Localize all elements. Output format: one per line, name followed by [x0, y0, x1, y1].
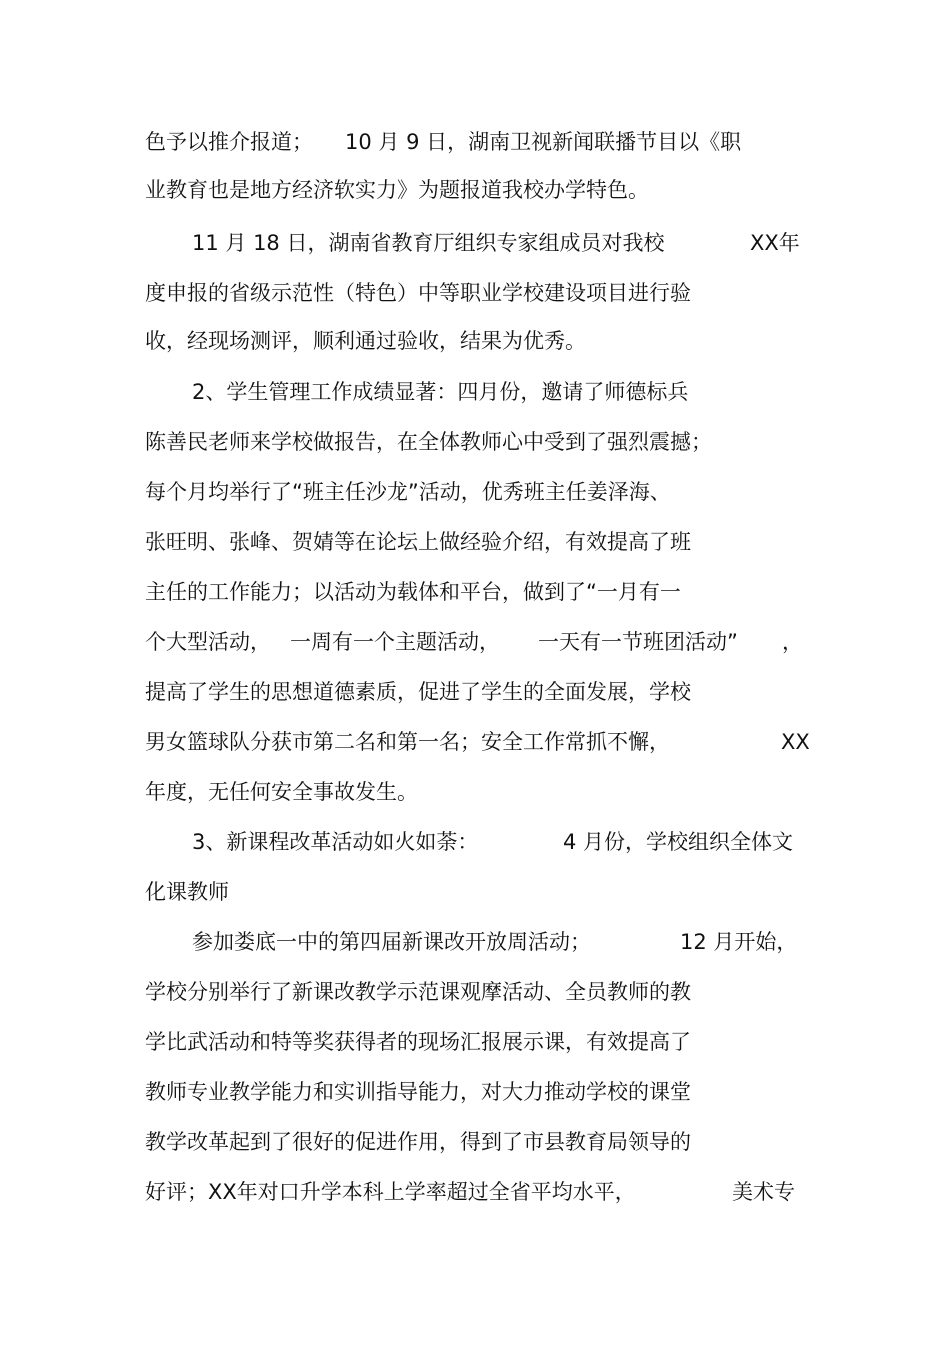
- text-line: [0, 175, 950, 205]
- text-line: [0, 278, 950, 308]
- text-line: [0, 827, 950, 857]
- text-line: [0, 1177, 950, 1207]
- text-line: [0, 777, 950, 807]
- text-segment: 美术专: [732, 1180, 795, 1204]
- text-line: [0, 1027, 950, 1057]
- text-line: [0, 477, 950, 507]
- text-line: [0, 877, 950, 907]
- text-segment: 年度，无任何安全事故发生。: [145, 780, 418, 804]
- text-segment: 男女篮球队分获市第二名和第一名；安全工作常抓不懈，: [145, 730, 670, 754]
- text-line: [0, 1077, 950, 1107]
- text-segment: 好评；XX年对口升学本科上学率超过全省平均水平，: [145, 1180, 636, 1204]
- text-segment: 业教育也是地方经济软实力》为题报道我校办学特色。: [145, 178, 649, 202]
- text-segment: 教师专业教学能力和实训指导能力，对大力推动学校的课堂: [145, 1080, 691, 1104]
- text-segment: 12 月开始，: [680, 930, 798, 954]
- text-segment: 收，经现场测评，顺利通过验收，结果为优秀。: [145, 329, 586, 353]
- text-line: [0, 677, 950, 707]
- text-line: [0, 1127, 950, 1157]
- text-segment: 度申报的省级示范性（特色）中等职业学校建设项目进行验: [145, 281, 691, 305]
- text-segment: 张旺明、张峰、贺婧等在论坛上做经验介绍，有效提高了班: [145, 530, 691, 554]
- text-segment: 提高了学生的思想道德素质，促进了学生的全面发展，学校: [145, 680, 691, 704]
- text-segment: 10 月 9 日，湖南卫视新闻联播节目以《职: [345, 130, 742, 154]
- text-line: [0, 427, 950, 457]
- text-segment: XX: [781, 730, 810, 754]
- text-segment: 教学改革起到了很好的促进作用，得到了市县教育局领导的: [145, 1130, 691, 1154]
- text-line: [0, 377, 950, 407]
- text-segment: 11 月 18 日，湖南省教育厅组织专家组成员对我校: [192, 231, 665, 255]
- text-segment: 化课教师: [145, 880, 229, 904]
- text-line: [0, 326, 950, 356]
- text-line: [0, 977, 950, 1007]
- text-segment: 学比武活动和特等奖获得者的现场汇报展示课，有效提高了: [145, 1030, 691, 1054]
- text-segment: 4 月份，学校组织全体文: [563, 830, 794, 854]
- text-segment: 参加娄底一中的第四届新课改开放周活动；: [192, 930, 591, 954]
- text-segment: 每个月均举行了“班主任沙龙”活动，优秀班主任姜泽海、: [145, 480, 671, 504]
- text-segment: 3、新课程改革活动如火如荼：: [192, 830, 479, 854]
- text-segment: 色予以推介报道；: [145, 130, 313, 154]
- text-segment: 2、学生管理工作成绩显著：四月份，邀请了师德标兵: [192, 380, 689, 404]
- text-segment: 学校分别举行了新课改教学示范课观摩活动、全员教师的教: [145, 980, 691, 1004]
- text-segment: 陈善民老师来学校做报告，在全体教师心中受到了强烈震撼；: [145, 430, 712, 454]
- text-line: [0, 127, 950, 157]
- text-segment: 主任的工作能力；以活动为载体和平台，做到了“一月有一: [145, 580, 681, 604]
- text-line: [0, 627, 950, 657]
- text-line: [0, 228, 950, 258]
- text-segment: XX年: [750, 231, 800, 255]
- text-segment: ，: [782, 630, 803, 654]
- text-segment: 一周有一个主题活动，: [290, 630, 500, 654]
- text-line: [0, 927, 950, 957]
- text-segment: 个大型活动，: [145, 630, 271, 654]
- text-segment: 一天有一节班团活动”: [538, 630, 738, 654]
- text-line: [0, 727, 950, 757]
- text-line: [0, 577, 950, 607]
- text-line: [0, 527, 950, 557]
